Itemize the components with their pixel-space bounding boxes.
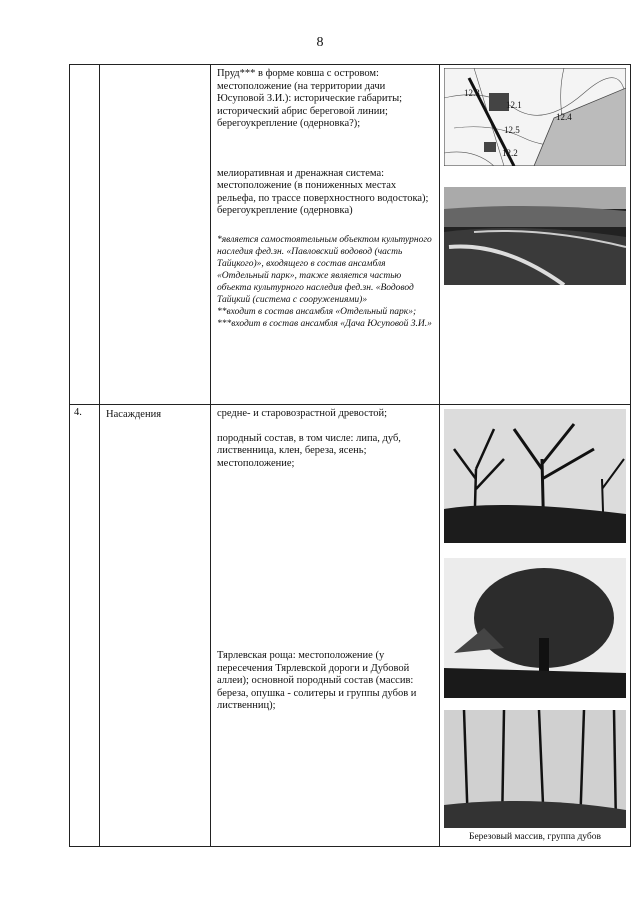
map-label: 12.4 — [556, 112, 572, 122]
species-composition: породный состав, в том числе: липа, дуб, лиственница, клен, береза, ясень; местоположение; — [217, 432, 401, 469]
document-table — [69, 64, 631, 847]
map-label: 12.5 — [504, 125, 520, 135]
row-number — [70, 65, 100, 405]
table-row — [70, 65, 631, 405]
pond-map-image — [444, 68, 626, 166]
map-label: 12.1 — [506, 100, 522, 110]
pond-description: Пруд*** в форме ковша с островом: местоположение (на территории дачи Юсуповой З.И.): исторические габариты; исторический абрис береговой линии; берегоукрепление (одерновка?); — [217, 68, 403, 129]
drainage-photo — [444, 187, 626, 285]
footnote-2: **входит в состав ансамбля «Отдельный парк»; — [217, 306, 417, 317]
tyarlevo-grove-description: Тярлевская роща: местоположение (у пересечения Тярлевской дороги и Дубовой аллеи); основной породный состав (массив: береза, опушка - солитеры и группы дубов и лиственниц); — [217, 650, 417, 711]
row-name: Насаждения — [100, 405, 211, 847]
map-label: 12.2 — [502, 148, 518, 158]
plantings-age: средне- и старовозрастной древостой; — [217, 408, 388, 419]
row-number: 4. — [70, 405, 100, 847]
drainage-description: мелиоративная и дренажная система: местоположение (в пониженных местах рельефа, по трассе поверхностного водостока); берегоукрепление (одерновка) — [217, 167, 429, 216]
table-row — [70, 405, 631, 847]
trees-photo — [444, 409, 626, 543]
footnote-1: *является самостоятельным объектом культурного наследия фед.зн. «Павловский водовод (часть Тайцкого)», входящего в состав ансамбля «Отдельный парк», также является частью объекта культурного наследия фед.зн. «Водовод Тайцкий (система с сооружениями)» — [217, 234, 432, 305]
photo-caption: Березовый массив, группа дубов — [468, 832, 601, 842]
row-name — [100, 65, 211, 405]
birch-photo — [444, 710, 626, 828]
footnote-3: ***входит в состав ансамбля «Дача Юсуповой З.И.» — [217, 318, 432, 329]
map-label: 12.3 — [464, 88, 480, 98]
oak-photo — [444, 558, 626, 698]
footnotes — [217, 234, 435, 330]
page-number: 8 — [316, 35, 324, 50]
